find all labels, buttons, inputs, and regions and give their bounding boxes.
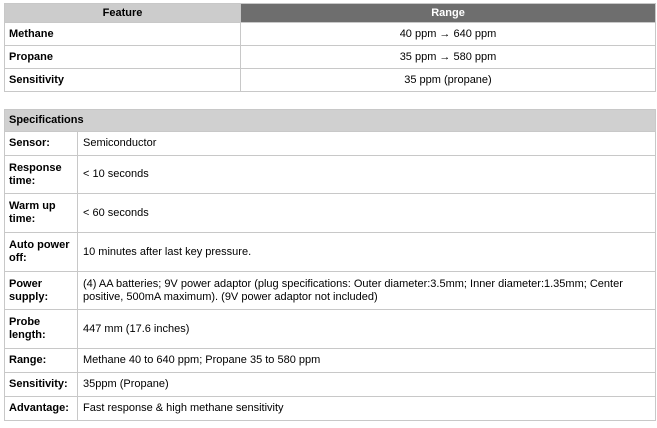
spec-label: Range: — [5, 349, 78, 373]
table-row — [5, 272, 656, 310]
table-row — [5, 310, 656, 349]
spec-value: Methane 40 to 640 ppm; Propane 35 to 580 ppm — [78, 349, 656, 373]
spec-value: (4) AA batteries; 9V power adaptor (plug specifications: Outer diameter:3.5mm; Inner diameter:1.35mm; Center positive, 500mA maximum). (9V power adaptor not included) — [78, 272, 656, 310]
spec-label: Sensitivity: — [5, 373, 78, 397]
table-row — [5, 46, 656, 69]
table-row — [5, 397, 656, 421]
spec-value: 447 mm (17.6 inches) — [78, 310, 656, 349]
table-row — [5, 233, 656, 272]
spec-label: Advantage: — [5, 397, 78, 421]
feature-range-table — [4, 3, 656, 92]
feature-range: 40 ppm → 640 ppm — [241, 23, 656, 46]
spec-value: Fast response & high methane sensitivity — [78, 397, 656, 421]
spec-label: Probe length: — [5, 310, 78, 349]
table-row — [5, 194, 656, 233]
feature-name: Sensitivity — [5, 69, 241, 92]
spec-label: Response time: — [5, 156, 78, 194]
feature-name: Methane — [5, 23, 241, 46]
specifications-title: Specifications — [5, 110, 656, 132]
table-row — [5, 69, 656, 92]
spec-value: < 10 seconds — [78, 156, 656, 194]
feature-column-header: Feature — [5, 4, 241, 23]
spec-label: Sensor: — [5, 132, 78, 156]
feature-table-header-row — [5, 4, 656, 23]
table-row — [5, 23, 656, 46]
spec-value: Semiconductor — [78, 132, 656, 156]
spec-value: 35ppm (Propane) — [78, 373, 656, 397]
spec-value: < 60 seconds — [78, 194, 656, 233]
spec-label: Warm up time: — [5, 194, 78, 233]
table-row — [5, 349, 656, 373]
feature-range: 35 ppm → 580 ppm — [241, 46, 656, 69]
specifications-header-row — [5, 110, 656, 132]
feature-range: 35 ppm (propane) — [241, 69, 656, 92]
spec-label: Auto power off: — [5, 233, 78, 272]
feature-name: Propane — [5, 46, 241, 69]
specifications-table — [4, 109, 656, 421]
table-row — [5, 156, 656, 194]
range-column-header: Range — [241, 4, 656, 23]
spec-label: Power supply: — [5, 272, 78, 310]
table-row — [5, 373, 656, 397]
spec-value: 10 minutes after last key pressure. — [78, 233, 656, 272]
table-row — [5, 132, 656, 156]
